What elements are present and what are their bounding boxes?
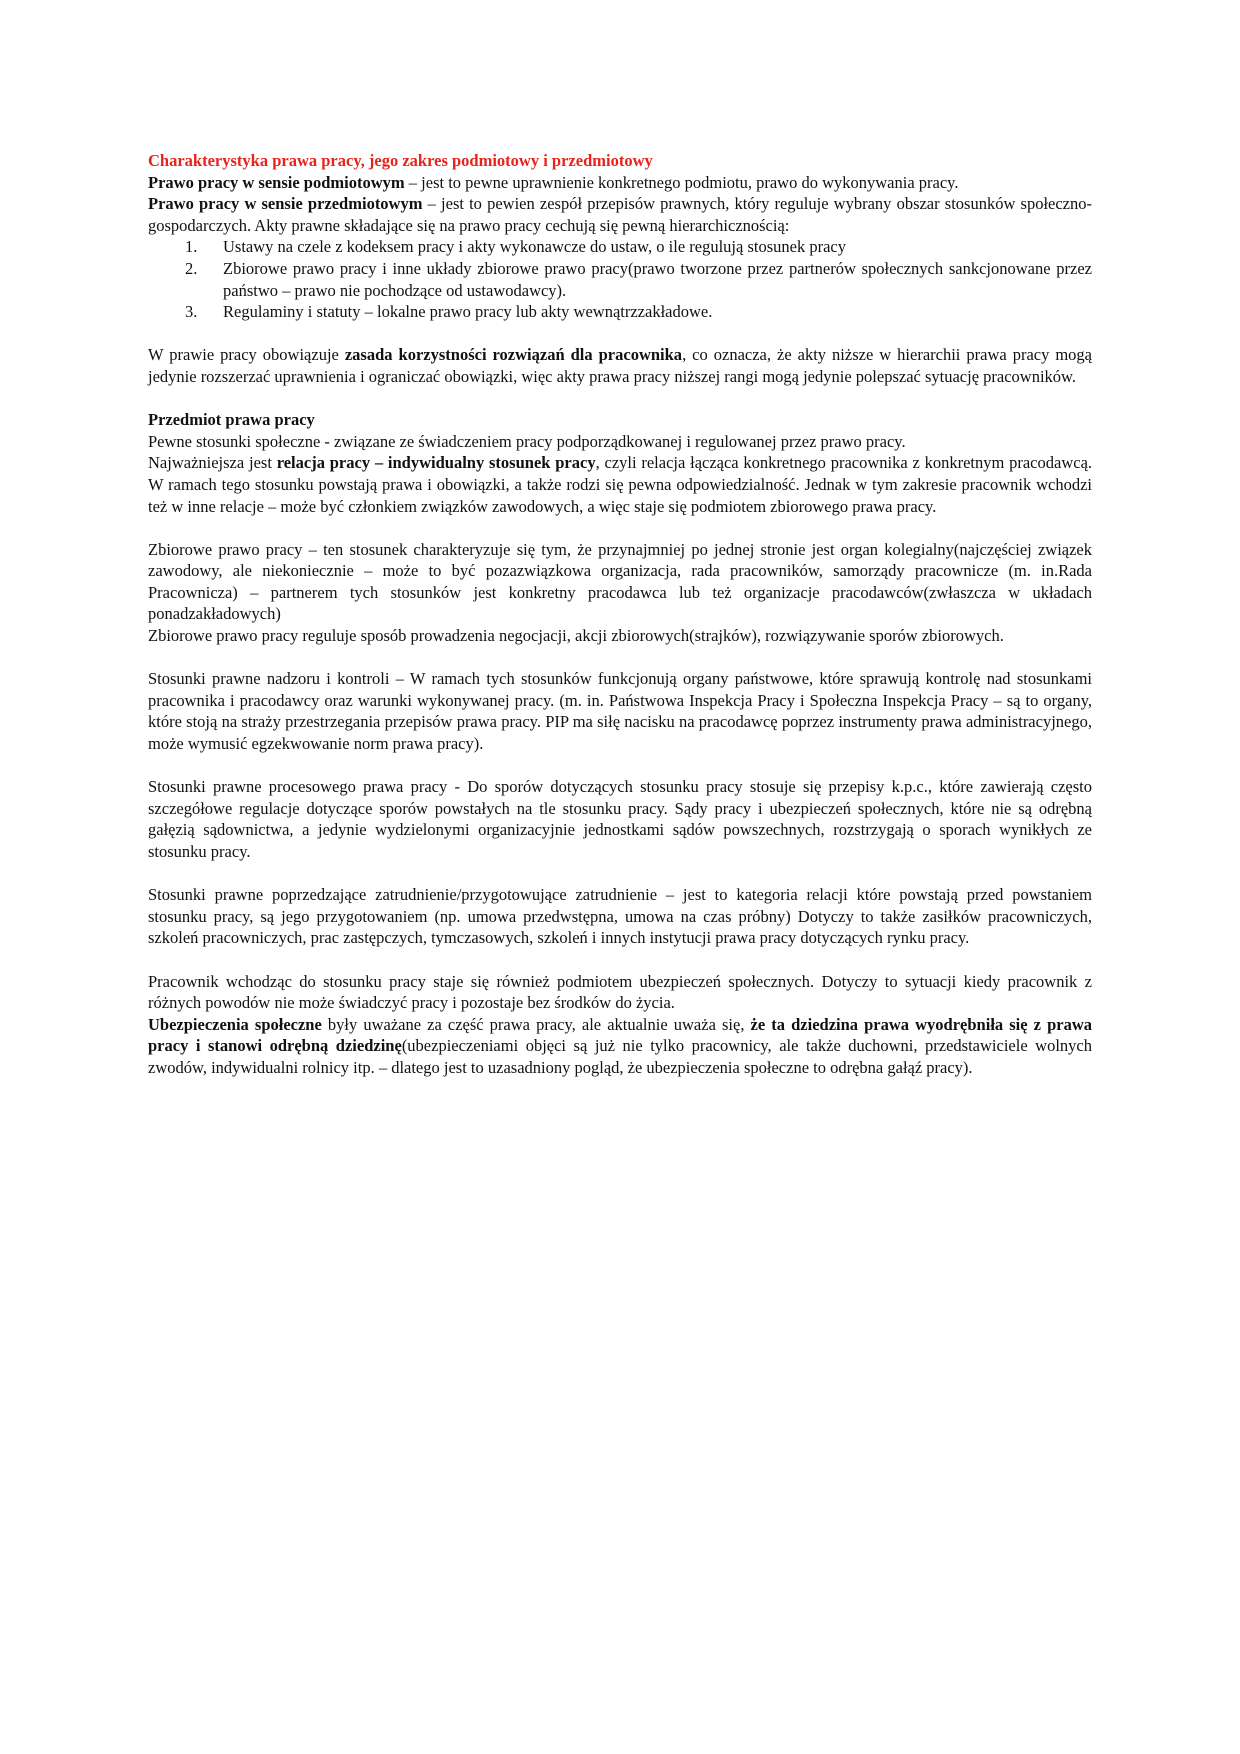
- list-item: 2. Zbiorowe prawo pracy i inne układy zbiorowe prawo pracy(prawo tworzone przez partnerów społecznych sankcjonowane przez państwo – prawo nie pochodzące od ustawodawcy).: [185, 258, 1092, 300]
- spacer: [148, 755, 1092, 777]
- paragraph-collective-law: Zbiorowe prawo pracy – ten stosunek charakteryzuje się tym, że przynajmniej po jednej stronie jest organ kolegialny(najczęściej związek zawodowy, ale niekoniecznie – może to być pozazwiązkowa organizacja, rada pracowników, samorządy pracownicze (m. in.Rada Pracownicza) – partnerem tych stosunków jest konkretny pracodawca lub też organizacje pracodawców(zwłaszcza w układach ponadzakładowych): [148, 539, 1092, 624]
- paragraph-pre-employment: Stosunki prawne poprzedzające zatrudnienie/przygotowujące zatrudnienie – jest to kategoria relacji które powstają przed powstaniem stosunku pracy, są jego przygotowaniem (np. umowa przedwstępna, umowa na czas próbny) Dotyczy to także zasiłków pracowniczych, szkoleń pracowniczych, prac zastępczych, tymczasowych, szkoleń i innych instytucji prawa pracy dotyczących rynku pracy.: [148, 885, 1092, 948]
- document-title: Charakterystyka prawa pracy, jego zakres podmiotowy i przedmiotowy: [148, 151, 653, 170]
- spacer: [148, 949, 1092, 971]
- spacer: [148, 863, 1092, 885]
- paragraph-objective-law: Prawo pracy w sensie przedmiotowym – jest to pewien zespół przepisów prawnych, który reguluje wybrany obszar stosunków społeczno-gospodarczych. Akty prawne składające się na prawo pracy cechują się pewną hierarchicznością:: [148, 194, 1092, 235]
- list-number: 3.: [185, 302, 198, 322]
- paragraph-employment-relation: Najważniejsza jest relacja pracy – indywidualny stosunek pracy, czyli relacja łącząca konkretnego pracownika z konkretnym pracodawcą. W ramach tego stosunku powstają prawa i obowiązki, a także rodzi się pewna odpowiedzialność. Jednak w tym zakresie pracownik wchodzi też w inne relacje – może być członkiem związków zawodowych, a więc staje się podmiotem zbiorowego prawa pracy.: [148, 453, 1093, 516]
- document-page: [148, 150, 1092, 1079]
- spacer: [148, 647, 1092, 669]
- paragraph-collective-law-scope: Zbiorowe prawo pracy reguluje sposób prowadzenia negocjacji, akcji zbiorowych(strajków), rozwiązywanie sporów zbiorowych.: [148, 626, 1004, 646]
- list-item: 1. Ustawy na czele z kodeksem pracy i akty wykonawcze do ustaw, o ile regulują stosunek pracy: [185, 237, 846, 257]
- paragraph-social-insurance: Ubezpieczenia społeczne były uważane za część prawa pracy, ale aktualnie uważa się, że ta dziedzina prawa wyodrębniła się z prawa pracy i stanowi odrębną dziedzinę(ubezpieczeniami objęci są już nie tylko pracownicy, ale także duchowni, przedstawiciele wolnych zwodów, indywidualni rolnicy itp. – dlatego jest to uzasadniony pogląd, że ubezpieczenia społeczne to odrębna gałąź pracy).: [148, 1014, 1093, 1077]
- list-item: 3. Regulaminy i statuty – lokalne prawo pracy lub akty wewnątrzzakładowe.: [185, 302, 713, 322]
- term-separate-branch: że ta dziedzina prawa wyodrębniła się z prawa pracy i stanowi odrębną dziedzinę: [148, 1014, 1093, 1056]
- paragraph-social-insurance-subject: Pracownik wchodząc do stosunku pracy staje się również podmiotem ubezpieczeń społecznych. Dotyczy to sytuacji kiedy pracownik z różnych powodów nie może świadczyć pracy i pozostaje bez środków do życia.: [148, 971, 1092, 1013]
- spacer: [148, 388, 1092, 410]
- spacer: [148, 323, 1092, 345]
- paragraph-favorability-principle: W prawie pracy obowiązuje zasada korzystności rozwiązań dla pracownika, co oznacza, że akty niższe w hierarchii prawa pracy mogą jedynie rozszerzać uprawnienia i ograniczać obowiązki, więc akty prawa pracy niższej rangi mogą jedynie polepszać sytuację pracowników.: [148, 345, 1092, 386]
- paragraph-procedural-law: Stosunki prawne procesowego prawa pracy - Do sporów dotyczących stosunku pracy stosuje się przepisy k.p.c., które zawierają często szczegółowe regulacje dotyczące sporów powstałych na tle stosunku pracy. Sądy pracy i ubezpieczeń społecznych, które nie są odrębną gałęzią sądownictwa, a jedynie wydzielonymi organizacyjnie jednostkami sądów powszechnych, rozstrzygają o sporach wynikłych ze stosunku pracy.: [148, 777, 1092, 861]
- paragraph-subjective-law: Prawo pracy w sensie podmiotowym – jest to pewne uprawnienie konkretnego podmiotu, prawo do wykonywania pracy.: [148, 172, 959, 192]
- hierarchy-list: [148, 236, 1092, 322]
- spacer: [148, 517, 1092, 539]
- term-favorability: zasada korzystności rozwiązań dla pracownika: [344, 345, 683, 365]
- list-number: 1.: [185, 237, 198, 257]
- list-number: 2.: [185, 258, 198, 278]
- term-objective: Prawo pracy w sensie przedmiotowym: [148, 194, 423, 214]
- section-heading: Przedmiot prawa pracy: [148, 410, 315, 430]
- term-employment-relation: relacja pracy – indywidualny stosunek pracy: [276, 453, 596, 473]
- paragraph-social-relations: Pewne stosunki społeczne - związane ze świadczeniem pracy podporządkowanej i regulowanej przez prawo pracy.: [148, 431, 906, 451]
- term-subjective: Prawo pracy w sensie podmiotowym: [148, 172, 405, 192]
- paragraph-supervision: Stosunki prawne nadzoru i kontroli – W ramach tych stosunków funkcjonują organy państwowe, które sprawują kontrolę nad stosunkami pracownika i pracodawcy oraz warunki wykonywanej pracy. (m. in. Państwowa Inspekcja Pracy i Społeczna Inspekcja Pracy – są to organy, które stoją na straży przestrzegania przepisów prawa pracy. PIP ma siłę nacisku na pracodawcę poprzez instrumenty prawa administracyjnego, może wymusić egzekwowanie norm prawa pracy).: [148, 669, 1092, 754]
- term-social-insurance: Ubezpieczenia społeczne: [148, 1014, 322, 1034]
